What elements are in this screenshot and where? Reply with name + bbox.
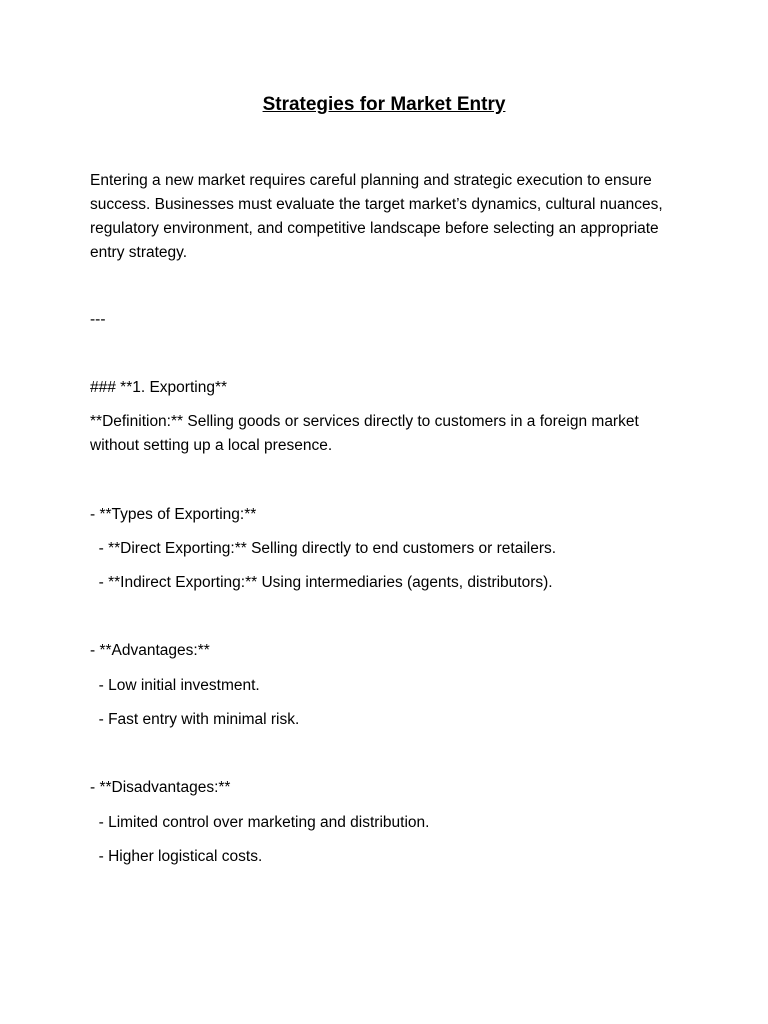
definition-paragraph: **Definition:** Selling goods or services directly to customers in a foreign market without setting up a local presence. [90,413,639,454]
disadvantages-heading: - **Disadvantages:** [90,779,231,796]
advantages-heading: - **Advantages:** [90,642,210,659]
list-item-type: - **Direct Exporting:** Selling directly to end customers or retailers. [90,540,557,557]
list-item-disadvantage: - Higher logistical costs. [90,848,263,865]
separator: --- [90,311,106,328]
list-item-disadvantage: - Limited control over marketing and distribution. [90,814,430,831]
section-heading: ### **1. Exporting** [90,379,228,396]
types-heading: - **Types of Exporting:** [90,506,257,523]
list-item-advantage: - Fast entry with minimal risk. [90,711,300,728]
list-item-type: - **Indirect Exporting:** Using intermediaries (agents, distributors). [90,574,553,591]
list-item-advantage: - Low initial investment. [90,677,260,694]
document-title: Strategies for Market Entry [262,94,506,115]
intro-paragraph: Entering a new market requires careful planning and strategic execution to ensure success. Businesses must evaluate the target market’s dynamics, cultural nuances, regulatory environment, and competitive landscape before selecting an appropriate entry strategy. [90,172,663,261]
